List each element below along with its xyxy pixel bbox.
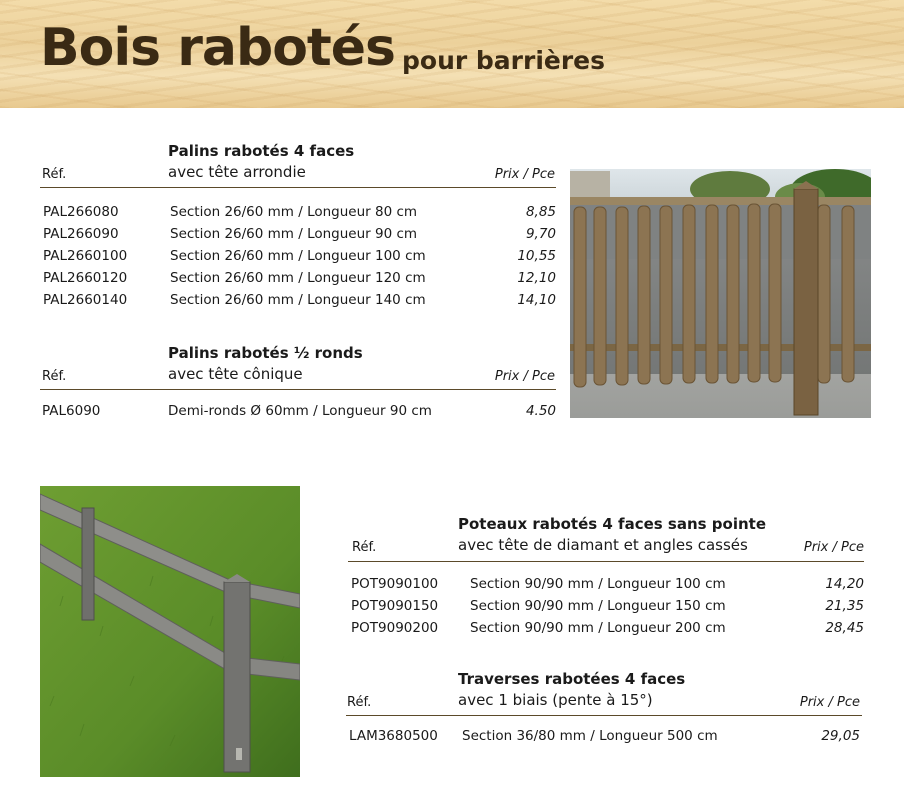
row-ref: PAL2660120 [43,270,128,286]
row-ref: PAL2660100 [43,248,128,264]
row-ref: PAL266090 [43,226,119,242]
ref-header: Réf. [42,369,67,384]
page-subtitle: pour barrières [402,46,606,75]
row-desc: Section 90/90 mm / Longueur 100 cm [470,576,726,592]
section-title: Palins rabotés ½ ronds [168,344,363,362]
header-banner [0,0,904,108]
row-desc: Demi-ronds Ø 60mm / Longueur 90 cm [168,403,432,419]
section-title: Traverses rabotées 4 faces [458,670,686,688]
price-header: Prix / Pce [803,540,864,555]
rail-fence-image [40,486,300,777]
row-price: 12,10 [517,270,556,286]
row-desc: Section 26/60 mm / Longueur 120 cm [170,270,426,286]
price-header: Prix / Pce [494,369,555,384]
section-title: Palins rabotés 4 faces [168,142,355,160]
ref-header: Réf. [347,695,372,710]
row-price: 14,20 [825,576,864,592]
row-desc: Section 26/60 mm / Longueur 80 cm [170,204,418,220]
ref-header: Réf. [42,167,67,182]
price-header: Prix / Pce [799,695,860,710]
row-price: 14,10 [517,292,556,308]
section-title: Poteaux rabotés 4 faces sans pointe [458,515,767,533]
row-price: 4.50 [525,403,556,419]
section-subtitle: avec 1 biais (pente à 15°) [458,691,653,709]
row-price: 10,55 [517,248,556,264]
row-ref: LAM3680500 [349,728,438,744]
picket-fence-image [570,169,871,418]
ref-header: Réf. [352,540,377,555]
row-price: 28,45 [825,620,864,636]
row-ref: POT9090100 [351,576,439,592]
section-subtitle: avec tête de diamant et angles cassés [458,536,748,554]
rail-fence-photo [40,486,300,777]
row-ref: POT9090150 [351,598,439,614]
row-price: 29,05 [821,728,860,744]
section-subtitle: avec tête cônique [168,365,303,383]
row-price: 9,70 [525,226,556,242]
row-desc: Section 36/80 mm / Longueur 500 cm [462,728,718,744]
header-divider [346,715,862,716]
row-ref: PAL266080 [43,204,119,220]
row-price: 8,85 [525,204,556,220]
row-ref: PAL6090 [42,403,101,419]
price-header: Prix / Pce [494,167,555,182]
section-subtitle: avec tête arrondie [168,163,306,181]
header-divider [40,187,556,188]
row-ref: POT9090200 [351,620,439,636]
row-ref: PAL2660140 [43,292,128,308]
row-desc: Section 90/90 mm / Longueur 200 cm [470,620,726,636]
row-desc: Section 26/60 mm / Longueur 90 cm [170,226,418,242]
header-divider [40,389,556,390]
row-desc: Section 90/90 mm / Longueur 150 cm [470,598,726,614]
page-title: Bois rabotés [40,18,395,78]
header-divider [348,561,864,562]
row-desc: Section 26/60 mm / Longueur 100 cm [170,248,426,264]
picket-fence-photo [570,169,871,418]
row-desc: Section 26/60 mm / Longueur 140 cm [170,292,426,308]
row-price: 21,35 [825,598,864,614]
